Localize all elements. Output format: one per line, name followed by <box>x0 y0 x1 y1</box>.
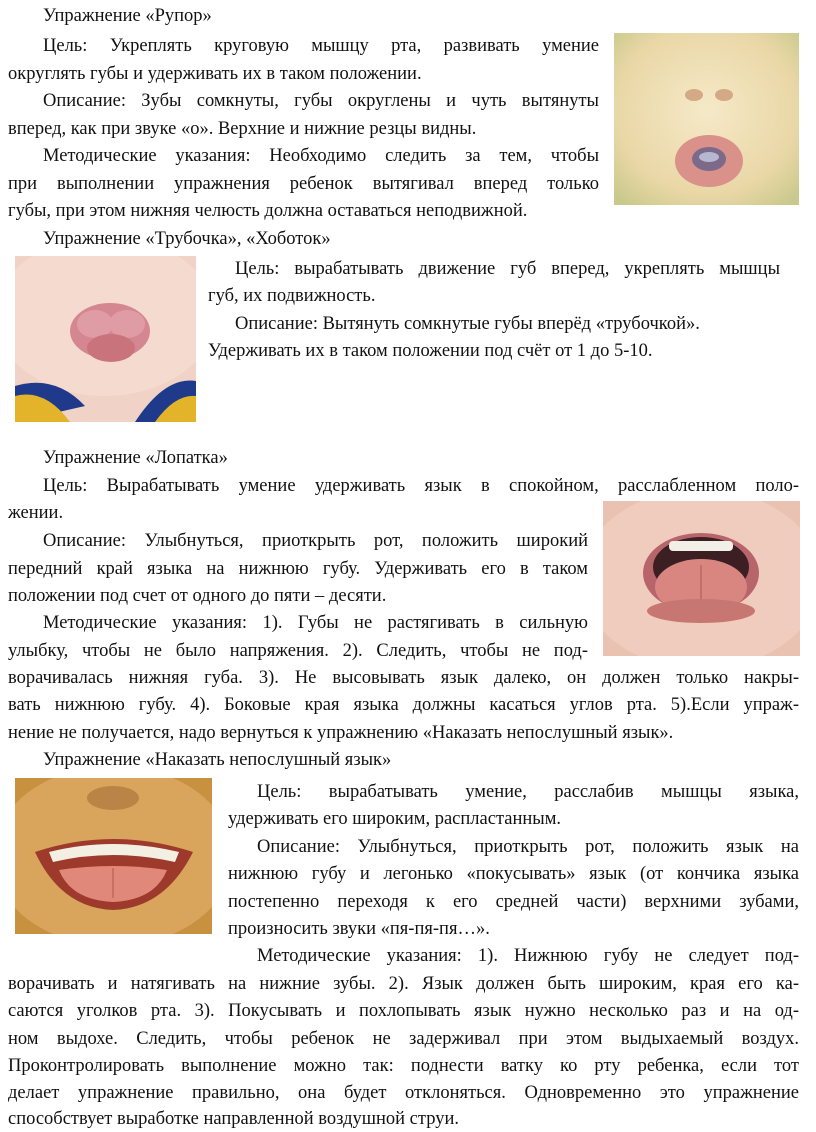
paragraph-line: округлять губы и удерживать их в таком положении. <box>8 64 422 84</box>
paragraph-line: Методические указания: Необходимо следить за тем, чтобы <box>43 146 599 166</box>
paragraph-line: Описание: Улыбнуться, приоткрыть рот, положить язык на <box>257 837 799 857</box>
paragraph-line: Цель: Вырабатывать умение удерживать язык в спокойном, расслабленном поло- <box>43 476 799 496</box>
paragraph-line: Методические указания: 1). Губы не растягивать в сильную <box>43 613 588 633</box>
paragraph-line: губ, их подвижность. <box>208 286 376 306</box>
section-title-nakazat: Упражнение «Наказать непослушный язык» <box>43 750 392 770</box>
paragraph-line: Методические указания: 1). Нижнюю губу не следует под- <box>257 946 799 966</box>
paragraph-line: Описание: Зубы сомкнуты, губы округлены и чуть вытянуты <box>43 91 599 111</box>
paragraph-line: постепенно переходя к его средней части) верхними зубами, <box>228 892 799 912</box>
paragraph-line: Цель: вырабатывать умение, расслабив мышцы языка, <box>257 782 799 802</box>
paragraph-line: передний край языка на нижнюю губу. Удерживать его в таком <box>8 559 588 579</box>
paragraph-line: Удерживать их в таком положении под счёт от 1 до 5-10. <box>208 341 653 361</box>
rupor-lips-photo <box>614 33 799 205</box>
paragraph-line: ном выдохе. Следить, чтобы ребенок не задерживал при этом выдыхаемый воздух. <box>8 1029 799 1049</box>
paragraph-line: удерживать его широким, распластанным. <box>228 809 562 829</box>
paragraph-line: нение не получается, надо вернуться к упражнению «Наказать непослушный язык». <box>8 723 674 743</box>
paragraph-line: при выполнении упражнения ребенок вытягивал вперед только <box>8 174 599 194</box>
section-title-lopatka: Упражнение «Лопатка» <box>43 448 228 468</box>
paragraph-line: улыбку, чтобы не было напряжения. 2). Следить, чтобы не под- <box>8 641 588 661</box>
section-title-rupor: Упражнение «Рупор» <box>43 6 212 26</box>
lopatka-tongue-photo <box>603 501 800 656</box>
paragraph-line: вать нижнюю губу. 4). Боковые края языка должны касаться углов рта. 5).Если упраж- <box>8 695 799 715</box>
paragraph-line: Цель: вырабатывать движение губ вперед, укреплять мышцы <box>235 259 780 279</box>
paragraph-line: нижнюю губу и легонько «покусывать» язык (от кончика языка <box>228 864 799 884</box>
nakazat-tongue-photo <box>15 778 212 934</box>
paragraph-line: губы, при этом нижняя челюсть должна оставаться неподвижной. <box>8 201 528 221</box>
paragraph-line: делает упражнение правильно, она будет отклоняться. Одновременно это упражнение <box>8 1083 799 1103</box>
paragraph-line: Описание: Улыбнуться, приоткрыть рот, положить широкий <box>43 531 588 551</box>
paragraph-line: вперед, как при звуке «о». Верхние и нижние резцы видны. <box>8 119 477 139</box>
paragraph-line: жении. <box>8 503 64 523</box>
paragraph-line: Описание: Вытянуть сомкнутые губы вперёд «трубочкой». <box>235 314 700 334</box>
trubochka-lips-photo <box>15 256 196 422</box>
paragraph-line: Цель: Укреплять круговую мышцу рта, развивать умение <box>43 36 599 56</box>
paragraph-line: ворачивать и натягивать на нижние зубы. 2). Язык должен быть широким, края его ка- <box>8 974 799 994</box>
paragraph-line: Проконтролировать выполнение можно так: поднести ватку ко рту ребенка, если тот <box>8 1056 799 1076</box>
paragraph-line: произносить звуки «пя-пя-пя…». <box>228 919 490 939</box>
paragraph-line: способствует выработке направленной воздушной струи. <box>8 1109 459 1129</box>
paragraph-line: положении под счет от одного до пяти – десяти. <box>8 586 387 606</box>
section-title-trubochka: Упражнение «Трубочка», «Хоботок» <box>43 229 331 249</box>
paragraph-line: ворачивалась нижняя губа. 3). Не высовывать язык далеко, он должен только накры- <box>8 668 799 688</box>
paragraph-line: саются уголков рта. 3). Покусывать и похлопывать язык нужно несколько раз и на од- <box>8 1001 799 1021</box>
